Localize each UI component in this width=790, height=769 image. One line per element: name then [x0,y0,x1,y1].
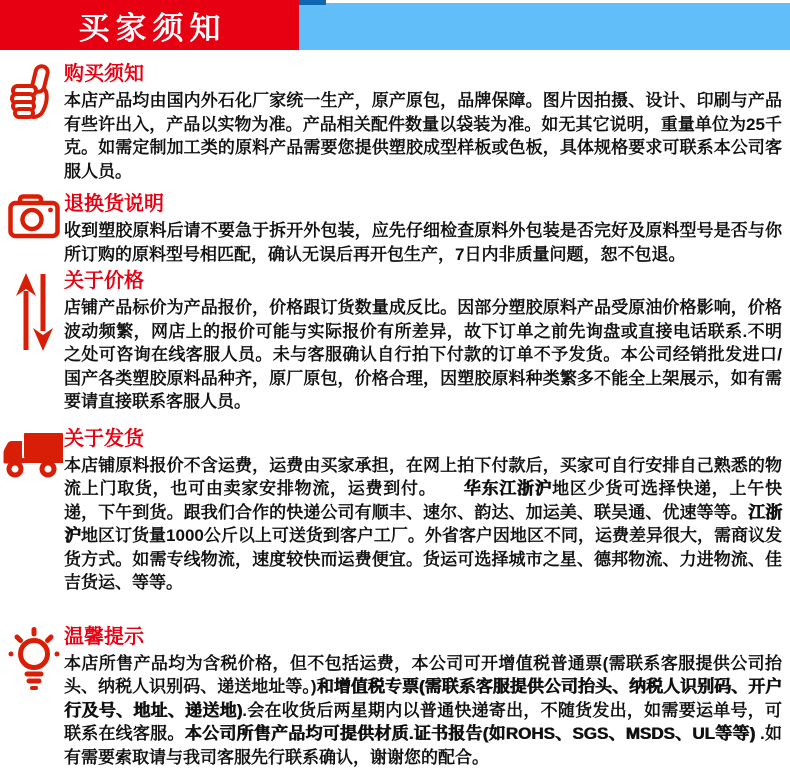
price-arrows-icon [12,271,56,353]
section-title: 购买须知 [64,62,782,86]
section-title: 关于发货 [64,427,782,451]
section-body [64,219,782,266]
section-title: 关于价格 [64,269,782,293]
body-text-run: 本店所售产品均为含税价格，但不包括运费，本公司可开增值税普通票(需联系客服提供公司抬头、纳税人识别码、递送地址等。) [64,654,782,697]
body-text-bold-run: 和增值税专票(需联系客服提供公司抬头、纳税人识别码、开户行及号、地址、递送地) [64,677,782,720]
section-warm-tips [4,625,784,769]
section-icon-column [4,427,64,595]
lightbulb-icon [7,627,61,693]
section-about-price [4,269,784,414]
section-content [64,62,784,183]
section-body [64,652,782,769]
section-title: 温馨提示 [64,625,782,649]
body-text-run: 地区订货量1000公斤以上可送货到客户工厂。外省客户因地区不同，运费差异很大，需商议发货方式。如需专线物流，速度较快而运费便宜。货运可选择城市之星、德邦物流、力进物流、佳吉货运、等等。 [64,526,782,592]
section-content [64,192,784,266]
section-icon-column [4,192,64,266]
banner-notch [297,0,326,5]
banner-bar [299,3,790,50]
page-title: 买家须知 [73,3,227,48]
section-icon-column [4,62,64,183]
section-icon-column [4,269,64,414]
sections [0,50,790,769]
section-body [64,296,782,414]
section-content [64,625,784,769]
camera-icon [8,194,60,240]
section-content [64,269,784,414]
body-text-run: 店铺产品标价为产品报价，价格跟订货数量成反比。因部分塑胶原料产品受原油价格影响，价格波动频繁，网店上的报价可能与实际报价有所差异，故下订单之前先询盘或直接电话联系.不明之处可咨询在线客服人员。未与客服确认自行拍下付款的订单不予发货。本公司经销批发进口/国产各类塑胶原料品种齐，原厂原包，价格合理，因塑胶原料种类繁多不能全上架展示，如有需要请直接联系客服人员。 [64,298,782,411]
section-about-shipping [4,427,784,595]
truck-icon [3,429,65,479]
body-text-run: 收到塑胶原料后请不要急于拆开外包装，应先仔细检查原料外包装是否完好及原料型号是否与你所订购的原料型号相匹配，确认无误后再开包生产，7日内非质量问题，恕不包退。 [64,221,782,264]
body-text-bold-run: 华东江浙沪 [463,479,552,498]
section-title: 退换货说明 [64,192,782,216]
body-text-run: .会在收货后两星期内以普通快递寄出，不随货发出，如需要运单号，可联系在线客服。 [64,701,782,744]
body-text-run: 本店铺原料报价不含运费，运费由买家承担，在网上拍下付款后，买家可自行安排自己熟悉的物流上门取货，也可由卖家安排物流，运费到付。 [64,456,782,499]
section-content [64,427,784,595]
section-return-policy [4,192,784,266]
thumbs-up-icon [9,64,59,120]
section-body [64,89,782,183]
body-text-bold-run: 本公司所售产品均可提供材质.证书报告(如ROHS、SGS、MSDS、UL等等) [185,724,760,743]
section-purchase-notice [4,62,784,183]
section-body [64,454,782,595]
body-text-run: 本店产品均由国内外石化厂家统一生产，原产原包，品牌保障。图片因拍摄、设计、印刷与产品有些许出入，产品以实物为准。产品相关配件数量以袋装为准。如无其它说明，重量单位为25千克。如需定制加工类的原料产品需要您提供塑胶成型样板或色板，具体规格要求可联系本公司客服人员。 [64,91,782,181]
page-header [0,0,790,50]
section-icon-column [4,625,64,769]
body-text-run: 地区少货可选择快递，上午快递，下午到货。跟我们合作的快递公司有顺丰、速尔、韵达、加运美、联吴通、优速等等。 [64,479,782,522]
body-text-bold-run: 江浙沪 [64,503,782,546]
body-text-run: .如有需要索取请与我司客服先行联系确认，谢谢您的配合。 [64,724,782,767]
page-title-ribbon [0,0,299,50]
